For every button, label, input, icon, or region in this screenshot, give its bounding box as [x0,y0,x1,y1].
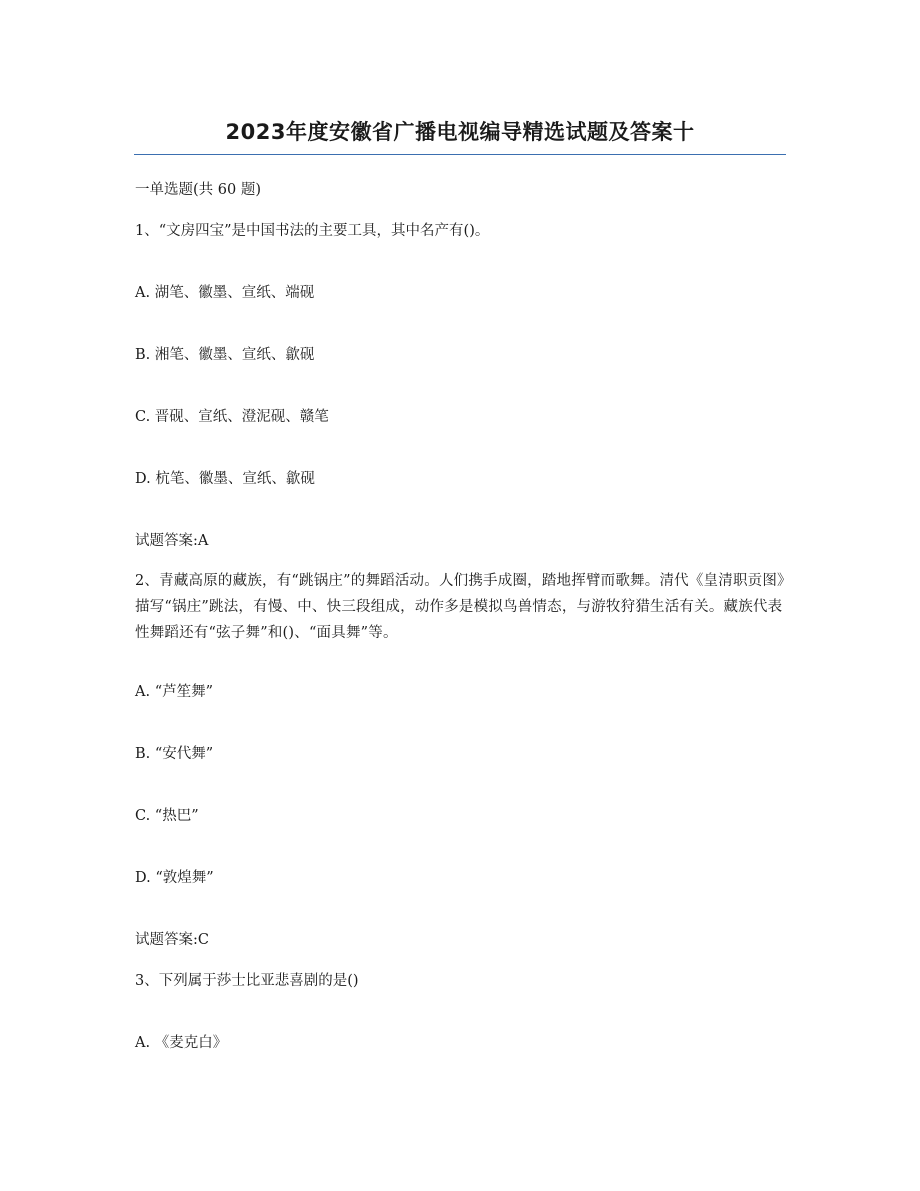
question-stem: 1、“文房四宝”是中国书法的主要工具，其中名产有()。 [135,223,490,239]
answer: 试题答案:C [135,932,209,948]
title-underline [134,154,786,155]
option-a: A. 湖笔、徽墨、宣纸、端砚 [135,285,315,301]
option-c: C. “热巴” [135,808,199,824]
option-c: C. 晋砚、宣纸、澄泥砚、赣笔 [135,409,329,425]
answer: 试题答案:A [135,533,209,549]
option-b: B. “安代舞” [135,746,214,762]
option-d: D. “敦煌舞” [135,870,214,886]
option-a: A. “芦笙舞” [135,684,214,700]
option-d: D. 杭笔、徽墨、宣纸、歙砚 [135,471,315,487]
option-b: B. 湘笔、徽墨、宣纸、歙砚 [135,347,315,363]
question-stem: 3、下列属于莎士比亚悲喜剧的是() [135,973,359,989]
document-title: 2023年度安徽省广播电视编导精选试题及答案十 [225,120,695,144]
section-heading: 一单选题(共 60 题) [135,182,261,198]
option-a: A. 《麦克白》 [135,1035,228,1051]
question-stem: 2、青藏高原的藏族，有“跳锅庄”的舞蹈活动。人们携手成圈，踏地挥臂而歌舞。清代《皇清职贡图》描写“锅庄”跳法，有慢、中、快三段组成，动作多是模拟鸟兽情态，与游牧狩猎生活有关。藏族代表性舞蹈还有“弦子舞”和()、“面具舞”等。 [135,573,785,641]
